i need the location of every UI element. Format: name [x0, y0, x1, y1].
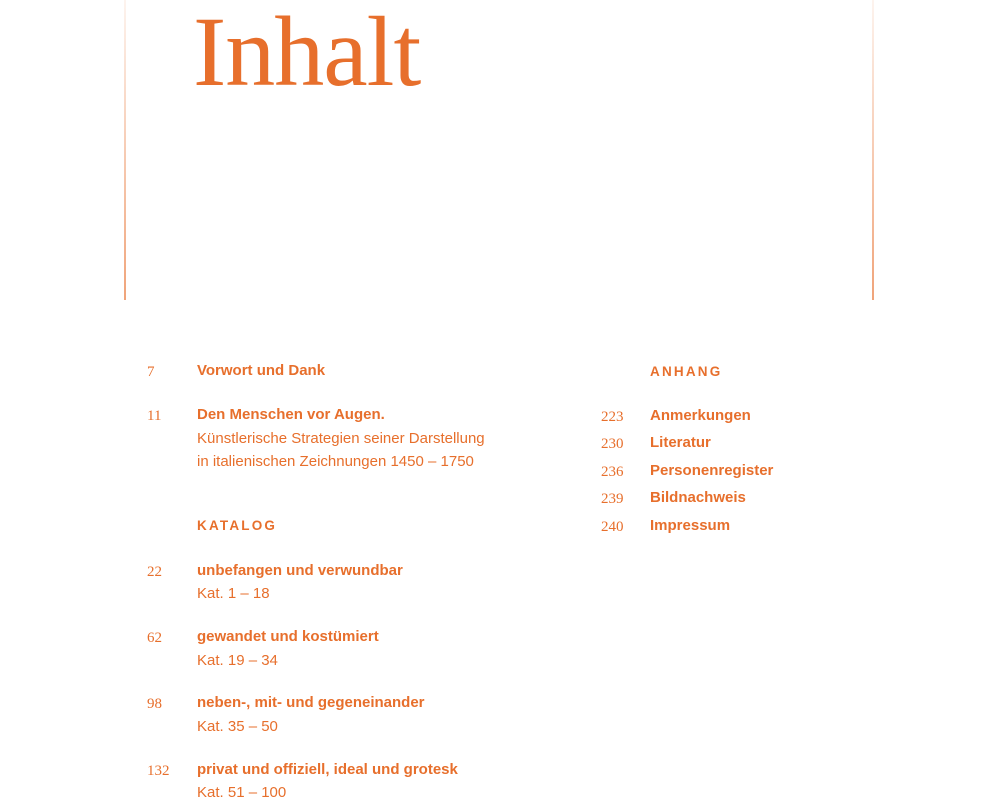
- toc-page-number: 230: [601, 436, 624, 452]
- toc-entry-heading: neben-, mit- und gegeneinander: [197, 694, 425, 711]
- toc-entry-subtitle: Kat. 1 – 18: [197, 585, 270, 602]
- toc-page-number: 236: [601, 464, 624, 480]
- toc-entry-heading: unbefangen und verwundbar: [197, 562, 403, 579]
- toc-entry-subtitle: Kat. 19 – 34: [197, 652, 278, 669]
- toc-page-number: 62: [147, 630, 162, 646]
- toc-entry-heading: Vorwort und Dank: [197, 362, 326, 379]
- section-label-katalog: KATALOG: [197, 518, 278, 533]
- toc-entry-subtitle: in italienischen Zeichnungen 1450 – 1750: [197, 453, 474, 470]
- toc-page-number: 132: [147, 763, 170, 779]
- left-decorative-rule: [124, 0, 126, 300]
- toc-entry-heading: Den Menschen vor Augen.: [197, 406, 385, 423]
- toc-entry-heading: Bildnachweis: [650, 489, 746, 506]
- toc-page-number: 223: [601, 409, 624, 425]
- toc-entry-heading: Impressum: [650, 517, 731, 534]
- right-decorative-rule: [872, 0, 874, 300]
- toc-page-number: 7: [147, 364, 155, 380]
- page-title: Inhalt: [193, 0, 421, 107]
- toc-entry-heading: Personenregister: [650, 462, 774, 479]
- section-label-anhang: ANHANG: [650, 364, 723, 379]
- toc-page-number: 22: [147, 564, 162, 580]
- toc-page-number: 11: [147, 408, 162, 424]
- toc-entry-heading: Literatur: [650, 434, 711, 451]
- toc-page-number: 239: [601, 491, 624, 507]
- toc-entry-heading: gewandet und kostümiert: [197, 628, 379, 645]
- toc-entry-subtitle: Kat. 35 – 50: [197, 718, 278, 735]
- toc-page-number: 240: [601, 519, 624, 535]
- toc-entry-subtitle: Künstlerische Strategien seiner Darstellung: [197, 430, 485, 447]
- toc-entry-heading: privat und offiziell, ideal und grotesk: [197, 761, 458, 778]
- toc-page-number: 98: [147, 696, 162, 712]
- toc-entry-subtitle: Kat. 51 – 100: [197, 784, 287, 801]
- toc-entry-heading: Anmerkungen: [650, 407, 751, 424]
